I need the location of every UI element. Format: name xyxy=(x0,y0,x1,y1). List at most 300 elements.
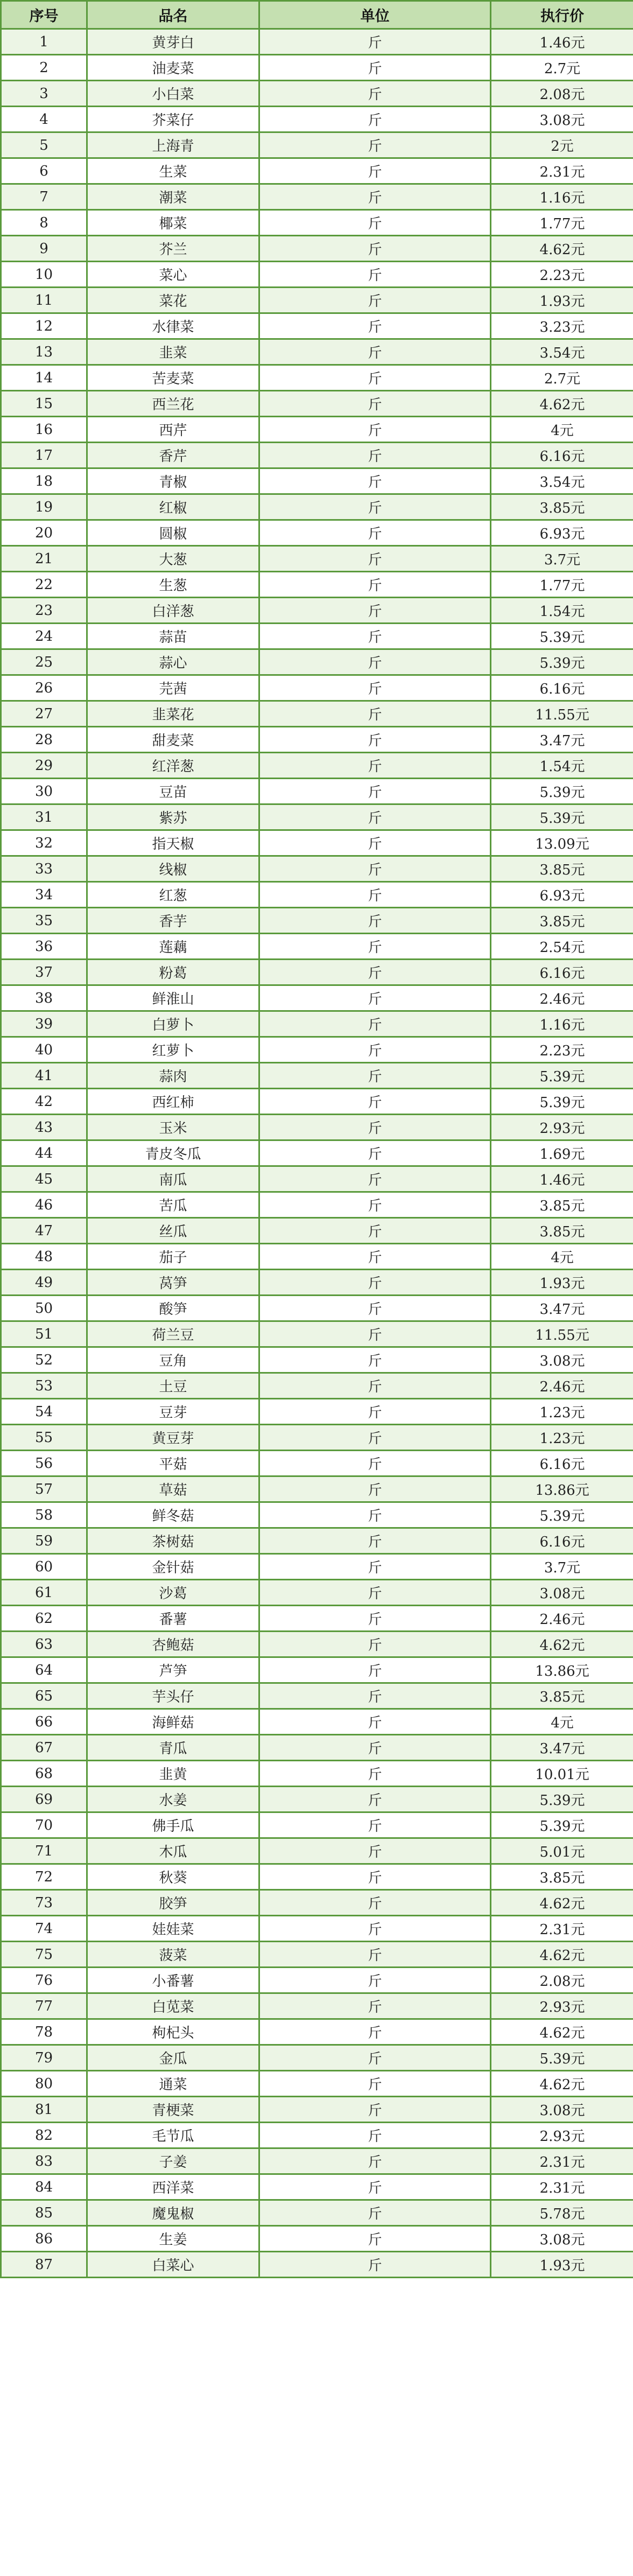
cell-price: 1.93元 xyxy=(491,2252,633,2278)
cell-unit: 斤 xyxy=(259,1037,491,1063)
cell-unit: 斤 xyxy=(259,1347,491,1373)
cell-price: 1.77元 xyxy=(491,572,633,598)
cell-unit: 斤 xyxy=(259,2097,491,2123)
cell-unit: 斤 xyxy=(259,1683,491,1709)
table-row xyxy=(1,29,633,55)
cell-index: 76 xyxy=(1,1968,87,1993)
table-row xyxy=(1,1011,633,1037)
cell-product-name: 芫茜 xyxy=(87,675,259,701)
table-row xyxy=(1,210,633,236)
table-row xyxy=(1,753,633,779)
cell-unit: 斤 xyxy=(259,1321,491,1347)
cell-unit: 斤 xyxy=(259,1709,491,1735)
table-header xyxy=(1,1,633,29)
cell-index: 40 xyxy=(1,1037,87,1063)
cell-unit: 斤 xyxy=(259,468,491,494)
cell-index: 7 xyxy=(1,184,87,210)
cell-product-name: 莲藕 xyxy=(87,934,259,960)
cell-index: 53 xyxy=(1,1373,87,1399)
cell-product-name: 西洋菜 xyxy=(87,2174,259,2200)
cell-index: 2 xyxy=(1,55,87,81)
cell-product-name: 娃娃菜 xyxy=(87,1916,259,1942)
cell-index: 63 xyxy=(1,1632,87,1657)
header-row xyxy=(1,1,633,29)
cell-unit: 斤 xyxy=(259,1425,491,1451)
cell-product-name: 海鲜菇 xyxy=(87,1709,259,1735)
table-row xyxy=(1,830,633,856)
cell-price: 4.62元 xyxy=(491,2071,633,2097)
cell-price: 1.23元 xyxy=(491,1425,633,1451)
cell-index: 37 xyxy=(1,960,87,985)
cell-price: 3.54元 xyxy=(491,468,633,494)
cell-price: 4.62元 xyxy=(491,2019,633,2045)
cell-product-name: 杏鲍菇 xyxy=(87,1632,259,1657)
cell-product-name: 玉米 xyxy=(87,1115,259,1140)
cell-price: 2.08元 xyxy=(491,1968,633,1993)
cell-unit: 斤 xyxy=(259,1864,491,1890)
cell-product-name: 小番薯 xyxy=(87,1968,259,1993)
table-row xyxy=(1,1838,633,1864)
cell-unit: 斤 xyxy=(259,262,491,288)
cell-index: 49 xyxy=(1,1270,87,1296)
table-row xyxy=(1,675,633,701)
table-row xyxy=(1,1968,633,1993)
cell-product-name: 青瓜 xyxy=(87,1735,259,1761)
table-row xyxy=(1,1735,633,1761)
cell-unit: 斤 xyxy=(259,1942,491,1968)
cell-unit: 斤 xyxy=(259,313,491,339)
cell-index: 28 xyxy=(1,727,87,753)
cell-unit: 斤 xyxy=(259,1606,491,1632)
cell-unit: 斤 xyxy=(259,339,491,365)
cell-price: 6.16元 xyxy=(491,960,633,985)
cell-unit: 斤 xyxy=(259,727,491,753)
cell-product-name: 魔鬼椒 xyxy=(87,2200,259,2226)
table-row xyxy=(1,1812,633,1838)
cell-product-name: 青梗菜 xyxy=(87,2097,259,2123)
cell-index: 52 xyxy=(1,1347,87,1373)
cell-unit: 斤 xyxy=(259,1916,491,1942)
cell-price: 3.85元 xyxy=(491,1864,633,1890)
cell-index: 61 xyxy=(1,1580,87,1606)
cell-unit: 斤 xyxy=(259,1451,491,1476)
cell-index: 64 xyxy=(1,1657,87,1683)
cell-unit: 斤 xyxy=(259,1632,491,1657)
table-row xyxy=(1,1115,633,1140)
cell-index: 50 xyxy=(1,1296,87,1321)
cell-unit: 斤 xyxy=(259,2174,491,2200)
cell-product-name: 酸笋 xyxy=(87,1296,259,1321)
cell-unit: 斤 xyxy=(259,1838,491,1864)
cell-unit: 斤 xyxy=(259,443,491,468)
cell-product-name: 青椒 xyxy=(87,468,259,494)
table-row xyxy=(1,468,633,494)
table-row xyxy=(1,934,633,960)
table-row xyxy=(1,1296,633,1321)
cell-price: 5.39元 xyxy=(491,1089,633,1115)
cell-product-name: 白苋菜 xyxy=(87,1993,259,2019)
cell-price: 3.08元 xyxy=(491,1347,633,1373)
table-row xyxy=(1,856,633,882)
cell-price: 4.62元 xyxy=(491,391,633,417)
cell-unit: 斤 xyxy=(259,675,491,701)
table-row xyxy=(1,1347,633,1373)
cell-product-name: 金瓜 xyxy=(87,2045,259,2071)
table-row xyxy=(1,2019,633,2045)
table-row xyxy=(1,546,633,572)
cell-product-name: 白洋葱 xyxy=(87,598,259,624)
cell-product-name: 土豆 xyxy=(87,1373,259,1399)
cell-index: 38 xyxy=(1,985,87,1011)
cell-product-name: 番薯 xyxy=(87,1606,259,1632)
table-row xyxy=(1,1916,633,1942)
cell-index: 71 xyxy=(1,1838,87,1864)
cell-index: 24 xyxy=(1,624,87,649)
cell-index: 85 xyxy=(1,2200,87,2226)
cell-index: 75 xyxy=(1,1942,87,1968)
table-row xyxy=(1,1373,633,1399)
table-row xyxy=(1,443,633,468)
cell-index: 74 xyxy=(1,1916,87,1942)
table-row xyxy=(1,804,633,830)
cell-unit: 斤 xyxy=(259,184,491,210)
table-row xyxy=(1,1244,633,1270)
table-row xyxy=(1,184,633,210)
cell-product-name: 西芹 xyxy=(87,417,259,443)
cell-product-name: 鲜淮山 xyxy=(87,985,259,1011)
table-row xyxy=(1,365,633,391)
cell-index: 62 xyxy=(1,1606,87,1632)
cell-price: 5.39元 xyxy=(491,624,633,649)
cell-index: 59 xyxy=(1,1528,87,1554)
cell-product-name: 毛节瓜 xyxy=(87,2123,259,2148)
cell-price: 4.62元 xyxy=(491,1632,633,1657)
cell-product-name: 芥兰 xyxy=(87,236,259,262)
cell-unit: 斤 xyxy=(259,546,491,572)
cell-product-name: 潮菜 xyxy=(87,184,259,210)
cell-unit: 斤 xyxy=(259,1890,491,1916)
cell-index: 73 xyxy=(1,1890,87,1916)
cell-price: 1.69元 xyxy=(491,1140,633,1166)
cell-price: 3.7元 xyxy=(491,1554,633,1580)
cell-index: 33 xyxy=(1,856,87,882)
cell-price: 4元 xyxy=(491,1709,633,1735)
cell-unit: 斤 xyxy=(259,1657,491,1683)
cell-product-name: 白菜心 xyxy=(87,2252,259,2278)
cell-product-name: 上海青 xyxy=(87,132,259,158)
table-row xyxy=(1,572,633,598)
cell-product-name: 油麦菜 xyxy=(87,55,259,81)
cell-price: 5.39元 xyxy=(491,1787,633,1812)
table-row xyxy=(1,1657,633,1683)
cell-price: 5.39元 xyxy=(491,1812,633,1838)
table-row xyxy=(1,2200,633,2226)
table-row xyxy=(1,417,633,443)
cell-index: 77 xyxy=(1,1993,87,2019)
cell-index: 3 xyxy=(1,81,87,107)
cell-product-name: 荷兰豆 xyxy=(87,1321,259,1347)
cell-product-name: 椰菜 xyxy=(87,210,259,236)
cell-product-name: 韭菜花 xyxy=(87,701,259,727)
cell-price: 2.31元 xyxy=(491,2174,633,2200)
cell-unit: 斤 xyxy=(259,1063,491,1089)
cell-index: 44 xyxy=(1,1140,87,1166)
cell-product-name: 生姜 xyxy=(87,2226,259,2252)
cell-unit: 斤 xyxy=(259,417,491,443)
table-row xyxy=(1,236,633,262)
cell-index: 81 xyxy=(1,2097,87,2123)
cell-product-name: 蒜苗 xyxy=(87,624,259,649)
cell-index: 70 xyxy=(1,1812,87,1838)
cell-index: 72 xyxy=(1,1864,87,1890)
cell-unit: 斤 xyxy=(259,1476,491,1502)
table-row xyxy=(1,1270,633,1296)
cell-price: 2.54元 xyxy=(491,934,633,960)
cell-index: 46 xyxy=(1,1192,87,1218)
cell-product-name: 菜心 xyxy=(87,262,259,288)
cell-index: 69 xyxy=(1,1787,87,1812)
table-row xyxy=(1,520,633,546)
cell-price: 1.93元 xyxy=(491,1270,633,1296)
cell-unit: 斤 xyxy=(259,1089,491,1115)
cell-product-name: 大葱 xyxy=(87,546,259,572)
cell-price: 3.54元 xyxy=(491,339,633,365)
table-row xyxy=(1,2045,633,2071)
cell-product-name: 香芋 xyxy=(87,908,259,934)
cell-index: 67 xyxy=(1,1735,87,1761)
cell-product-name: 芋头仔 xyxy=(87,1683,259,1709)
cell-unit: 斤 xyxy=(259,1502,491,1528)
cell-product-name: 沙葛 xyxy=(87,1580,259,1606)
cell-unit: 斤 xyxy=(259,1968,491,1993)
cell-unit: 斤 xyxy=(259,1993,491,2019)
cell-unit: 斤 xyxy=(259,1812,491,1838)
table-row xyxy=(1,1140,633,1166)
cell-index: 1 xyxy=(1,29,87,55)
cell-price: 4.62元 xyxy=(491,236,633,262)
table-row xyxy=(1,1606,633,1632)
table-row xyxy=(1,2097,633,2123)
table-row xyxy=(1,908,633,934)
cell-product-name: 草菇 xyxy=(87,1476,259,1502)
table-row xyxy=(1,313,633,339)
cell-unit: 斤 xyxy=(259,2148,491,2174)
table-row xyxy=(1,1632,633,1657)
cell-product-name: 黄豆芽 xyxy=(87,1425,259,1451)
cell-unit: 斤 xyxy=(259,365,491,391)
cell-price: 2.46元 xyxy=(491,985,633,1011)
cell-product-name: 佛手瓜 xyxy=(87,1812,259,1838)
cell-index: 19 xyxy=(1,494,87,520)
cell-unit: 斤 xyxy=(259,934,491,960)
cell-index: 65 xyxy=(1,1683,87,1709)
table-row xyxy=(1,1218,633,1244)
cell-unit: 斤 xyxy=(259,236,491,262)
cell-price: 13.09元 xyxy=(491,830,633,856)
table-row xyxy=(1,391,633,417)
cell-product-name: 黄芽白 xyxy=(87,29,259,55)
cell-unit: 斤 xyxy=(259,1296,491,1321)
cell-unit: 斤 xyxy=(259,520,491,546)
table-row xyxy=(1,779,633,804)
table-row xyxy=(1,1554,633,1580)
cell-product-name: 木瓜 xyxy=(87,1838,259,1864)
cell-index: 26 xyxy=(1,675,87,701)
cell-product-name: 粉葛 xyxy=(87,960,259,985)
cell-price: 3.7元 xyxy=(491,546,633,572)
cell-price: 2.31元 xyxy=(491,158,633,184)
cell-price: 5.39元 xyxy=(491,804,633,830)
cell-product-name: 红葱 xyxy=(87,882,259,908)
cell-unit: 斤 xyxy=(259,960,491,985)
cell-price: 3.08元 xyxy=(491,107,633,132)
cell-price: 1.23元 xyxy=(491,1399,633,1425)
table-row xyxy=(1,1063,633,1089)
table-row xyxy=(1,1709,633,1735)
cell-index: 20 xyxy=(1,520,87,546)
cell-price: 1.46元 xyxy=(491,29,633,55)
cell-unit: 斤 xyxy=(259,55,491,81)
cell-index: 39 xyxy=(1,1011,87,1037)
cell-unit: 斤 xyxy=(259,1554,491,1580)
cell-product-name: 红萝卜 xyxy=(87,1037,259,1063)
table-row xyxy=(1,649,633,675)
cell-product-name: 苦麦菜 xyxy=(87,365,259,391)
cell-price: 1.16元 xyxy=(491,184,633,210)
cell-product-name: 南瓜 xyxy=(87,1166,259,1192)
cell-price: 3.85元 xyxy=(491,856,633,882)
table-row xyxy=(1,1399,633,1425)
cell-price: 6.16元 xyxy=(491,443,633,468)
table-row xyxy=(1,882,633,908)
cell-product-name: 生菜 xyxy=(87,158,259,184)
cell-unit: 斤 xyxy=(259,624,491,649)
cell-product-name: 青皮冬瓜 xyxy=(87,1140,259,1166)
cell-index: 83 xyxy=(1,2148,87,2174)
cell-product-name: 丝瓜 xyxy=(87,1218,259,1244)
cell-unit: 斤 xyxy=(259,288,491,313)
cell-price: 3.08元 xyxy=(491,2097,633,2123)
table-row xyxy=(1,1890,633,1916)
cell-price: 3.85元 xyxy=(491,494,633,520)
cell-unit: 斤 xyxy=(259,856,491,882)
cell-price: 3.85元 xyxy=(491,1218,633,1244)
cell-product-name: 芦笋 xyxy=(87,1657,259,1683)
cell-unit: 斤 xyxy=(259,2226,491,2252)
cell-price: 1.16元 xyxy=(491,1011,633,1037)
table-row xyxy=(1,1037,633,1063)
cell-product-name: 线椒 xyxy=(87,856,259,882)
cell-index: 45 xyxy=(1,1166,87,1192)
cell-product-name: 通菜 xyxy=(87,2071,259,2097)
cell-price: 6.16元 xyxy=(491,1528,633,1554)
table-row xyxy=(1,1761,633,1787)
table-row xyxy=(1,701,633,727)
cell-unit: 斤 xyxy=(259,804,491,830)
cell-unit: 斤 xyxy=(259,2071,491,2097)
cell-index: 84 xyxy=(1,2174,87,2200)
table-row xyxy=(1,107,633,132)
cell-product-name: 菠菜 xyxy=(87,1942,259,1968)
cell-unit: 斤 xyxy=(259,1166,491,1192)
cell-index: 82 xyxy=(1,2123,87,2148)
cell-price: 2.93元 xyxy=(491,1115,633,1140)
cell-unit: 斤 xyxy=(259,494,491,520)
cell-price: 3.47元 xyxy=(491,1735,633,1761)
cell-price: 11.55元 xyxy=(491,701,633,727)
cell-price: 11.55元 xyxy=(491,1321,633,1347)
cell-index: 15 xyxy=(1,391,87,417)
cell-index: 47 xyxy=(1,1218,87,1244)
cell-unit: 斤 xyxy=(259,1373,491,1399)
cell-index: 87 xyxy=(1,2252,87,2278)
table-row xyxy=(1,1864,633,1890)
cell-product-name: 甜麦菜 xyxy=(87,727,259,753)
cell-product-name: 圆椒 xyxy=(87,520,259,546)
table-row xyxy=(1,1321,633,1347)
cell-unit: 斤 xyxy=(259,779,491,804)
cell-price: 1.93元 xyxy=(491,288,633,313)
cell-unit: 斤 xyxy=(259,598,491,624)
table-row xyxy=(1,624,633,649)
cell-index: 8 xyxy=(1,210,87,236)
cell-product-name: 苦瓜 xyxy=(87,1192,259,1218)
header-unit: 单位 xyxy=(259,1,491,29)
cell-product-name: 芥菜仔 xyxy=(87,107,259,132)
cell-index: 25 xyxy=(1,649,87,675)
cell-index: 9 xyxy=(1,236,87,262)
cell-index: 12 xyxy=(1,313,87,339)
table-row xyxy=(1,55,633,81)
cell-index: 27 xyxy=(1,701,87,727)
cell-price: 6.16元 xyxy=(491,1451,633,1476)
cell-unit: 斤 xyxy=(259,2123,491,2148)
table-row xyxy=(1,288,633,313)
table-row xyxy=(1,2252,633,2278)
cell-price: 2.46元 xyxy=(491,1373,633,1399)
cell-product-name: 鲜冬菇 xyxy=(87,1502,259,1528)
table-row xyxy=(1,1089,633,1115)
cell-unit: 斤 xyxy=(259,830,491,856)
table-row xyxy=(1,1476,633,1502)
cell-product-name: 胶笋 xyxy=(87,1890,259,1916)
cell-product-name: 西红柿 xyxy=(87,1089,259,1115)
cell-price: 6.93元 xyxy=(491,520,633,546)
table-row xyxy=(1,2226,633,2252)
cell-index: 57 xyxy=(1,1476,87,1502)
cell-unit: 斤 xyxy=(259,1192,491,1218)
cell-unit: 斤 xyxy=(259,2200,491,2226)
cell-unit: 斤 xyxy=(259,753,491,779)
table-body xyxy=(1,29,633,2278)
cell-product-name: 蒜肉 xyxy=(87,1063,259,1089)
cell-unit: 斤 xyxy=(259,649,491,675)
cell-price: 2.7元 xyxy=(491,365,633,391)
cell-index: 86 xyxy=(1,2226,87,2252)
cell-product-name: 小白菜 xyxy=(87,81,259,107)
cell-product-name: 枸杞头 xyxy=(87,2019,259,2045)
cell-unit: 斤 xyxy=(259,1761,491,1787)
cell-unit: 斤 xyxy=(259,1787,491,1812)
cell-unit: 斤 xyxy=(259,1270,491,1296)
cell-index: 31 xyxy=(1,804,87,830)
cell-price: 2.93元 xyxy=(491,1993,633,2019)
table-row xyxy=(1,960,633,985)
cell-price: 13.86元 xyxy=(491,1657,633,1683)
cell-unit: 斤 xyxy=(259,572,491,598)
table-row xyxy=(1,1942,633,1968)
cell-unit: 斤 xyxy=(259,985,491,1011)
